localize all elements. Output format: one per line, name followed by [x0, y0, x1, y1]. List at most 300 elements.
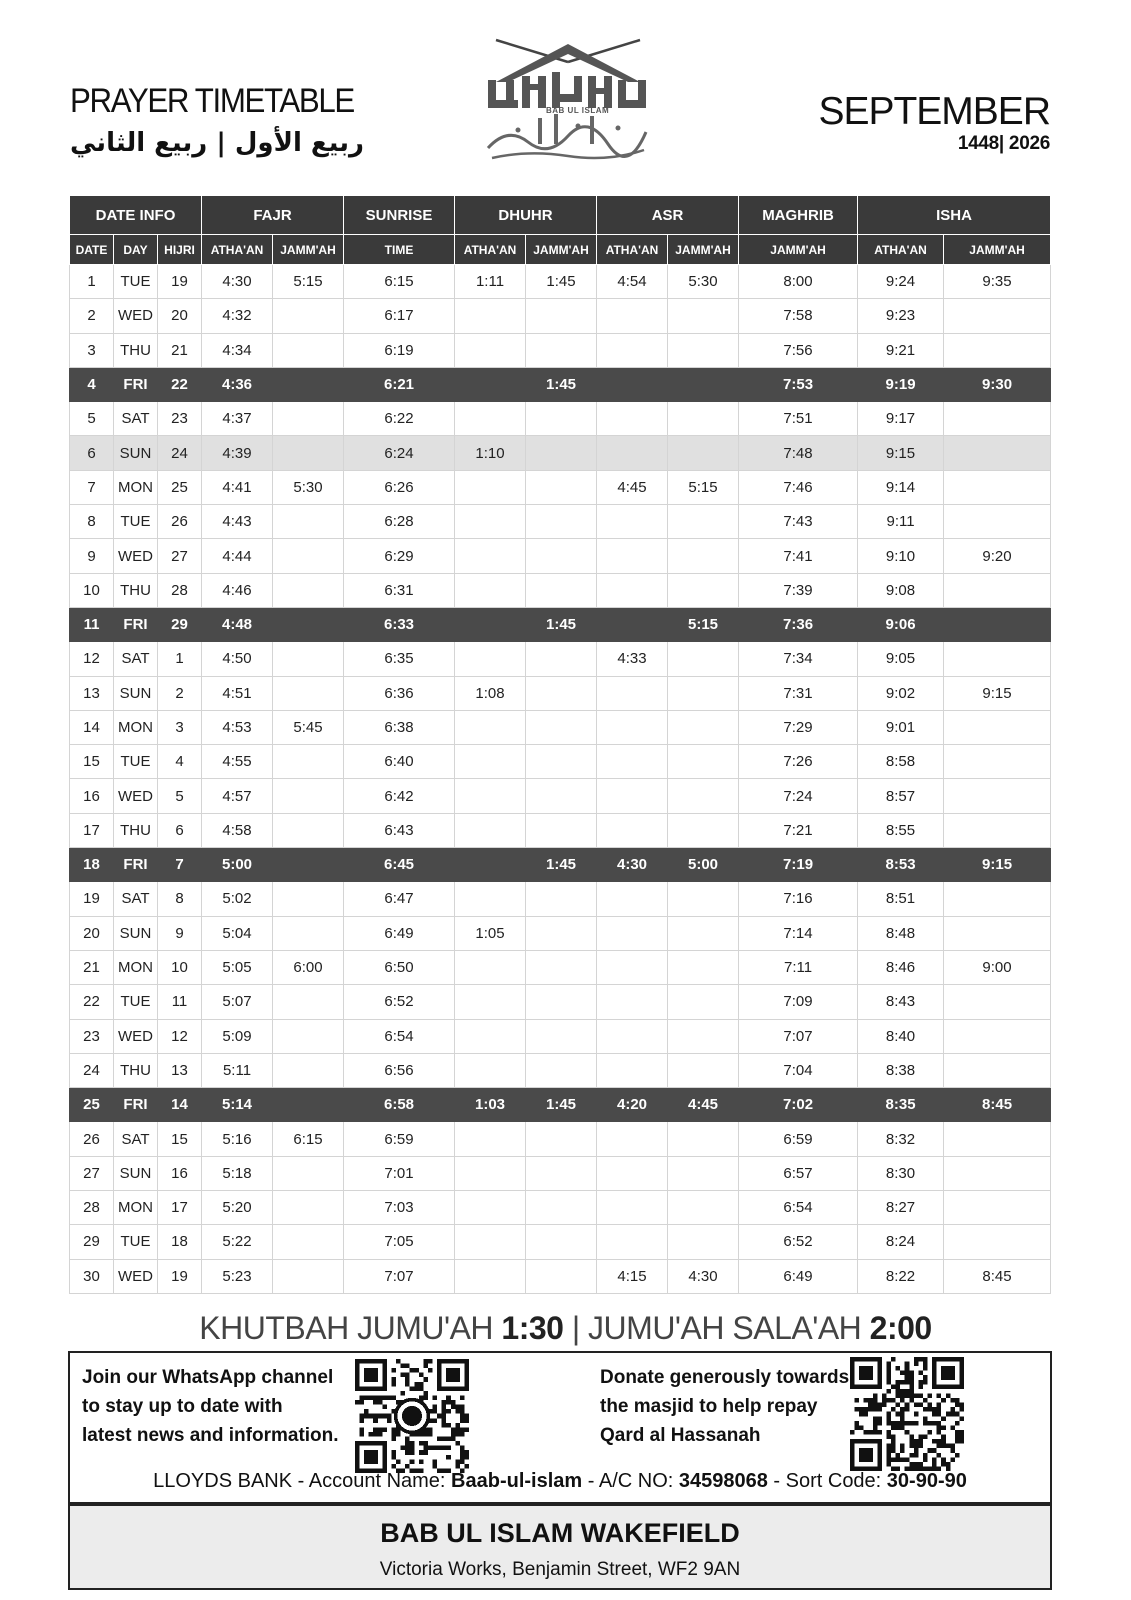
table-cell: 11 — [70, 607, 114, 641]
table-cell — [944, 813, 1051, 847]
table-cell — [526, 745, 597, 779]
table-cell: 1:05 — [455, 916, 526, 950]
table-cell: 9:08 — [858, 573, 944, 607]
table-cell: 4:53 — [202, 710, 273, 744]
table-cell: 6:52 — [344, 985, 455, 1019]
table-cell — [526, 1019, 597, 1053]
table-cell: 25 — [158, 470, 202, 504]
table-cell: 22 — [158, 367, 202, 401]
table-cell — [526, 1053, 597, 1087]
table-cell: 4:45 — [668, 1088, 739, 1122]
table-cell: 4:51 — [202, 676, 273, 710]
table-cell — [526, 1122, 597, 1156]
table-cell: 8 — [70, 505, 114, 539]
table-cell: TUE — [114, 505, 158, 539]
table-cell — [597, 1225, 668, 1259]
table-cell — [455, 745, 526, 779]
table-cell: 6:15 — [344, 265, 455, 299]
table-cell — [455, 333, 526, 367]
table-cell: 5:14 — [202, 1088, 273, 1122]
table-cell: 6:22 — [344, 402, 455, 436]
whatsapp-line-2: to stay up to date with — [82, 1396, 283, 1417]
table-cell: 4:32 — [202, 299, 273, 333]
table-cell: 27 — [70, 1156, 114, 1190]
table-cell: 6:45 — [344, 848, 455, 882]
table-cell — [597, 676, 668, 710]
table-cell: SUN — [114, 916, 158, 950]
group-header: DATE INFO — [70, 196, 202, 235]
table-cell — [273, 1259, 344, 1293]
table-cell: 18 — [158, 1225, 202, 1259]
table-cell: 8:00 — [739, 265, 858, 299]
table-cell — [455, 642, 526, 676]
table-cell: 8:32 — [858, 1122, 944, 1156]
table-cell — [273, 745, 344, 779]
table-cell: TUE — [114, 265, 158, 299]
table-cell — [273, 1156, 344, 1190]
table-cell: WED — [114, 299, 158, 333]
table-cell: 4 — [158, 745, 202, 779]
table-cell — [668, 402, 739, 436]
table-cell — [455, 950, 526, 984]
table-cell: 4:33 — [597, 642, 668, 676]
table-cell — [944, 745, 1051, 779]
table-cell: 9:06 — [858, 607, 944, 641]
table-cell — [455, 813, 526, 847]
table-row — [70, 1259, 1051, 1293]
table-cell: 5:07 — [202, 985, 273, 1019]
sub-header: JAMM'AH — [944, 235, 1051, 265]
table-cell — [273, 676, 344, 710]
table-cell: 17 — [70, 813, 114, 847]
table-cell: 7:04 — [739, 1053, 858, 1087]
table-cell: 26 — [70, 1122, 114, 1156]
table-cell: 8:45 — [944, 1259, 1051, 1293]
logo-caption: BAB UL ISLAM — [546, 106, 610, 115]
table-cell: 28 — [158, 573, 202, 607]
table-cell — [526, 402, 597, 436]
table-cell: 4:30 — [597, 848, 668, 882]
table-cell — [526, 1225, 597, 1259]
table-cell: 5:11 — [202, 1053, 273, 1087]
table-cell: 8:35 — [858, 1088, 944, 1122]
table-row — [70, 402, 1051, 436]
table-cell — [668, 676, 739, 710]
table-cell: 8:46 — [858, 950, 944, 984]
table-cell — [526, 539, 597, 573]
donate-text — [600, 1363, 849, 1450]
table-cell: 2 — [158, 676, 202, 710]
table-cell: 29 — [70, 1225, 114, 1259]
table-row — [70, 1053, 1051, 1087]
table-cell — [526, 985, 597, 1019]
table-cell: 8:24 — [858, 1225, 944, 1259]
table-cell — [273, 333, 344, 367]
table-cell: 4:46 — [202, 573, 273, 607]
acno-label: - A/C NO: — [582, 1470, 679, 1492]
table-cell — [526, 436, 597, 470]
table-cell: 1:45 — [526, 607, 597, 641]
table-cell: 16 — [158, 1156, 202, 1190]
table-cell: 4:15 — [597, 1259, 668, 1293]
group-header: ISHA — [858, 196, 1051, 235]
table-cell: 7:43 — [739, 505, 858, 539]
table-cell: 8:38 — [858, 1053, 944, 1087]
table-cell — [597, 539, 668, 573]
table-cell: 6:42 — [344, 779, 455, 813]
table-cell — [597, 505, 668, 539]
table-cell — [455, 505, 526, 539]
year-label: 1448| 2026 — [957, 133, 1050, 154]
table-cell: 6 — [70, 436, 114, 470]
table-cell: 6:43 — [344, 813, 455, 847]
table-cell — [455, 1019, 526, 1053]
table-cell — [273, 1053, 344, 1087]
table-cell: 15 — [70, 745, 114, 779]
table-cell: SUN — [114, 676, 158, 710]
table-cell — [526, 950, 597, 984]
table-cell — [668, 573, 739, 607]
table-cell — [455, 882, 526, 916]
table-cell: 7:36 — [739, 607, 858, 641]
table-cell: 8:57 — [858, 779, 944, 813]
table-cell — [597, 745, 668, 779]
table-cell — [455, 607, 526, 641]
table-cell: 12 — [70, 642, 114, 676]
table-cell — [944, 1225, 1051, 1259]
table-cell: 21 — [70, 950, 114, 984]
table-cell — [944, 1053, 1051, 1087]
sub-header: ATHA'AN — [858, 235, 944, 265]
table-cell — [526, 642, 597, 676]
table-cell: 4:45 — [597, 470, 668, 504]
sub-header: JAMM'AH — [273, 235, 344, 265]
khutbah-label: KHUTBAH JUMU'AH — [199, 1310, 502, 1346]
table-cell: 9:15 — [858, 436, 944, 470]
table-cell: 6:52 — [739, 1225, 858, 1259]
table-cell — [526, 505, 597, 539]
table-cell — [273, 813, 344, 847]
table-cell: 6:28 — [344, 505, 455, 539]
table-cell: 9:10 — [858, 539, 944, 573]
table-cell — [273, 1088, 344, 1122]
table-cell — [273, 607, 344, 641]
whatsapp-qr-code-icon[interactable] — [355, 1359, 469, 1473]
table-cell — [273, 1019, 344, 1053]
table-cell: 8:51 — [858, 882, 944, 916]
header-left — [70, 84, 390, 158]
table-cell: 10 — [158, 950, 202, 984]
table-cell — [455, 848, 526, 882]
table-cell: 7:19 — [739, 848, 858, 882]
table-cell: 7:16 — [739, 882, 858, 916]
table-cell: 14 — [158, 1088, 202, 1122]
table-cell: 6:49 — [344, 916, 455, 950]
table-cell — [273, 436, 344, 470]
table-cell: 9:24 — [858, 265, 944, 299]
table-cell: 5:22 — [202, 1225, 273, 1259]
page-title: PRAYER TIMETABLE — [70, 82, 354, 120]
table-cell — [455, 470, 526, 504]
table-cell: 6:33 — [344, 607, 455, 641]
sort-code: 30-90-90 — [886, 1470, 967, 1492]
sub-header: TIME — [344, 235, 455, 265]
table-cell: 9:01 — [858, 710, 944, 744]
table-cell — [273, 299, 344, 333]
table-cell — [526, 1191, 597, 1225]
table-cell: 9:23 — [858, 299, 944, 333]
table-cell: 7:26 — [739, 745, 858, 779]
table-cell — [944, 436, 1051, 470]
table-cell — [273, 367, 344, 401]
table-cell: 1 — [158, 642, 202, 676]
sub-header-row — [70, 235, 1051, 265]
sub-header: DATE — [70, 235, 114, 265]
table-cell — [526, 882, 597, 916]
table-cell: 7:01 — [344, 1156, 455, 1190]
table-cell — [668, 950, 739, 984]
table-cell: FRI — [114, 367, 158, 401]
table-cell: FRI — [114, 607, 158, 641]
table-cell — [944, 607, 1051, 641]
table-cell: 6:19 — [344, 333, 455, 367]
table-cell: 7:03 — [344, 1191, 455, 1225]
table-cell — [455, 367, 526, 401]
table-cell — [597, 333, 668, 367]
table-cell — [944, 779, 1051, 813]
table-cell: 9:17 — [858, 402, 944, 436]
table-cell — [944, 299, 1051, 333]
table-cell — [597, 1191, 668, 1225]
table-cell: 6:50 — [344, 950, 455, 984]
table-cell — [597, 436, 668, 470]
table-cell — [597, 1122, 668, 1156]
table-cell — [668, 333, 739, 367]
table-cell: 4:20 — [597, 1088, 668, 1122]
table-cell: 20 — [70, 916, 114, 950]
mosque-name: BAB UL ISLAM WAKEFIELD — [380, 1518, 740, 1548]
group-header: ASR — [597, 196, 739, 235]
table-cell: 5:18 — [202, 1156, 273, 1190]
donate-line-3: Qard al Hassanah — [600, 1425, 761, 1446]
table-cell: 8:58 — [858, 745, 944, 779]
table-cell: 7 — [70, 470, 114, 504]
table-cell — [668, 299, 739, 333]
table-cell: 7:39 — [739, 573, 858, 607]
table-cell: 10 — [70, 573, 114, 607]
table-cell — [944, 1156, 1051, 1190]
table-cell: WED — [114, 779, 158, 813]
table-cell — [944, 333, 1051, 367]
table-cell — [526, 1156, 597, 1190]
table-cell — [944, 882, 1051, 916]
table-cell — [273, 882, 344, 916]
table-cell: 5:05 — [202, 950, 273, 984]
table-cell: 9:35 — [944, 265, 1051, 299]
table-cell: 4:43 — [202, 505, 273, 539]
table-cell: 24 — [158, 436, 202, 470]
table-cell: 9 — [70, 539, 114, 573]
table-cell: 7:46 — [739, 470, 858, 504]
donate-qr-code-icon[interactable] — [850, 1357, 964, 1471]
table-cell: 19 — [70, 882, 114, 916]
table-cell: 1:11 — [455, 265, 526, 299]
table-cell: 3 — [70, 333, 114, 367]
table-cell — [668, 1053, 739, 1087]
table-row — [70, 299, 1051, 333]
salah-time: 2:00 — [869, 1310, 932, 1346]
khutbah-time: 1:30 — [501, 1310, 564, 1346]
whatsapp-line-1: Join our WhatsApp channel — [82, 1367, 334, 1388]
info-box — [68, 1351, 1052, 1504]
table-row — [70, 1225, 1051, 1259]
table-cell — [668, 985, 739, 1019]
table-cell: SAT — [114, 642, 158, 676]
table-cell: 9:00 — [944, 950, 1051, 984]
table-cell: MON — [114, 470, 158, 504]
bank-prefix: LLOYDS BANK - Account Name: — [153, 1470, 452, 1492]
table-cell: 6:26 — [344, 470, 455, 504]
table-cell: 19 — [158, 1259, 202, 1293]
table-row — [70, 779, 1051, 813]
table-cell: 6:47 — [344, 882, 455, 916]
table-row — [70, 539, 1051, 573]
table-cell: 9:21 — [858, 333, 944, 367]
table-cell: 6 — [158, 813, 202, 847]
table-cell — [668, 367, 739, 401]
table-cell: 1:45 — [526, 848, 597, 882]
table-cell — [597, 985, 668, 1019]
table-cell — [944, 642, 1051, 676]
table-cell: 5:45 — [273, 710, 344, 744]
table-row — [70, 813, 1051, 847]
account-name: Baab-ul-islam — [451, 1470, 583, 1492]
sort-label: - Sort Code: — [767, 1470, 887, 1492]
table-cell: 7:48 — [739, 436, 858, 470]
table-cell: 5:23 — [202, 1259, 273, 1293]
table-cell — [597, 1053, 668, 1087]
table-cell: 8:27 — [858, 1191, 944, 1225]
table-cell: 9:11 — [858, 505, 944, 539]
sub-header: JAMM'AH — [526, 235, 597, 265]
arabic-month-names: ربيع الأول | ربيع الثاني — [70, 128, 365, 158]
table-cell — [455, 1191, 526, 1225]
table-row — [70, 1019, 1051, 1053]
khutbah-banner — [0, 1310, 1131, 1347]
table-cell: 7:41 — [739, 539, 858, 573]
table-cell — [455, 1156, 526, 1190]
table-cell — [273, 1191, 344, 1225]
table-cell: 7:24 — [739, 779, 858, 813]
table-cell: 21 — [158, 333, 202, 367]
table-cell — [273, 573, 344, 607]
table-cell — [273, 505, 344, 539]
table-cell — [597, 710, 668, 744]
table-cell: 6:31 — [344, 573, 455, 607]
table-cell: 1:45 — [526, 265, 597, 299]
table-cell: 23 — [70, 1019, 114, 1053]
table-cell: 4:54 — [597, 265, 668, 299]
table-cell — [455, 539, 526, 573]
table-cell: 14 — [70, 710, 114, 744]
table-cell: WED — [114, 1259, 158, 1293]
table-cell: 7:14 — [739, 916, 858, 950]
table-cell: 17 — [158, 1191, 202, 1225]
table-cell — [597, 779, 668, 813]
whatsapp-line-3: latest news and information. — [82, 1425, 339, 1446]
table-cell — [668, 1156, 739, 1190]
table-row — [70, 505, 1051, 539]
table-cell: 6:29 — [344, 539, 455, 573]
table-cell: 4:36 — [202, 367, 273, 401]
table-cell: 4:55 — [202, 745, 273, 779]
table-cell — [455, 402, 526, 436]
table-cell: 24 — [70, 1053, 114, 1087]
table-cell — [273, 402, 344, 436]
table-cell: 13 — [70, 676, 114, 710]
table-cell: THU — [114, 333, 158, 367]
table-cell — [668, 710, 739, 744]
table-cell: 7:21 — [739, 813, 858, 847]
table-cell — [944, 573, 1051, 607]
table-cell: 1 — [70, 265, 114, 299]
group-header-row — [70, 196, 1051, 235]
table-cell: 5:15 — [668, 607, 739, 641]
table-cell: 7:31 — [739, 676, 858, 710]
table-cell — [668, 436, 739, 470]
table-row — [70, 745, 1051, 779]
table-row — [70, 882, 1051, 916]
table-cell: 5:00 — [668, 848, 739, 882]
table-cell: 5:09 — [202, 1019, 273, 1053]
table-cell: 7:29 — [739, 710, 858, 744]
table-cell — [668, 1225, 739, 1259]
table-cell: 9:02 — [858, 676, 944, 710]
table-cell — [668, 1191, 739, 1225]
table-row — [70, 265, 1051, 299]
table-cell — [668, 1122, 739, 1156]
table-cell — [526, 916, 597, 950]
table-cell: 8:22 — [858, 1259, 944, 1293]
table-cell: SUN — [114, 1156, 158, 1190]
table-row — [70, 985, 1051, 1019]
timetable-body — [70, 265, 1051, 1294]
table-cell: 7:11 — [739, 950, 858, 984]
table-cell — [668, 779, 739, 813]
table-cell: 8:40 — [858, 1019, 944, 1053]
table-cell: 8:53 — [858, 848, 944, 882]
sub-header: ATHA'AN — [202, 235, 273, 265]
table-cell — [944, 985, 1051, 1019]
table-cell: 7:34 — [739, 642, 858, 676]
sub-header: HIJRI — [158, 235, 202, 265]
table-cell — [944, 505, 1051, 539]
table-cell: 15 — [158, 1122, 202, 1156]
table-cell: 6:40 — [344, 745, 455, 779]
mosque-address: Victoria Works, Benjamin Street, WF2 9AN — [379, 1559, 741, 1580]
table-row — [70, 470, 1051, 504]
sub-header: ATHA'AN — [597, 235, 668, 265]
table-cell — [597, 882, 668, 916]
table-cell: 6:35 — [344, 642, 455, 676]
table-cell: 6:21 — [344, 367, 455, 401]
table-row — [70, 1122, 1051, 1156]
table-cell — [526, 779, 597, 813]
footer-address-box — [68, 1504, 1052, 1590]
table-cell: 7:07 — [739, 1019, 858, 1053]
table-cell: WED — [114, 539, 158, 573]
account-number: 34598068 — [678, 1470, 768, 1492]
